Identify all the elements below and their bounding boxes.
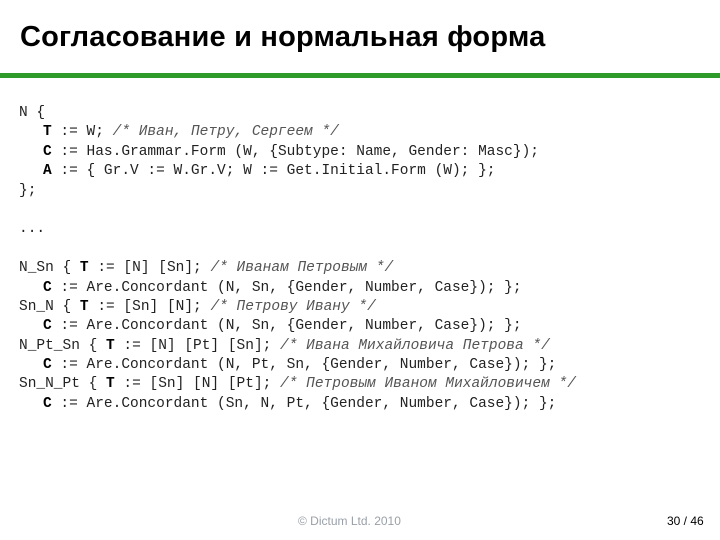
code-comment: /* Петрову Ивану */: [210, 298, 376, 315]
code-line: [19, 162, 576, 181]
code-text: := Are.Concordant (N, Pt, Sn, {Gender, Number, Case}); };: [51, 357, 557, 374]
code-keyword: T: [106, 337, 115, 354]
code-keyword: C: [43, 395, 52, 412]
code-text: N_Sn {: [19, 260, 80, 277]
code-keyword: C: [43, 143, 52, 160]
code-comment: /* Ивана Михайловича Петрова */: [280, 337, 550, 354]
code-keyword: A: [43, 163, 52, 180]
code-line: [19, 143, 576, 162]
code-blank-line: [19, 201, 576, 220]
code-line: [19, 220, 576, 239]
code-line: [19, 317, 576, 336]
code-text: := [N] [Pt] [Sn];: [114, 337, 281, 354]
code-blank-line: [19, 240, 576, 259]
code-line: [19, 298, 576, 317]
code-text: := W;: [51, 124, 113, 141]
code-line: [19, 395, 576, 414]
code-keyword: C: [43, 318, 52, 335]
code-keyword: T: [106, 376, 115, 393]
code-line: [19, 337, 576, 356]
code-keyword: T: [43, 124, 52, 141]
code-keyword: C: [43, 357, 52, 374]
code-text: N {: [19, 105, 46, 121]
code-comment: /* Иван, Петру, Сергеем */: [112, 124, 339, 141]
code-comment: /* Иванам Петровым */: [210, 260, 394, 277]
code-line: [19, 375, 576, 394]
code-line: [19, 279, 576, 298]
code-text: := { Gr.V := W.Gr.V; W := Get.Initial.Form (W); };: [51, 163, 496, 180]
code-keyword: C: [43, 279, 52, 296]
code-text: := [Sn] [N];: [88, 298, 211, 315]
code-text: Sn_N_Pt {: [19, 376, 107, 393]
code-line: [19, 259, 576, 278]
copyright-footer: © Dictum Ltd. 2010: [298, 514, 401, 528]
code-text: := Has.Grammar.Form (W, {Subtype: Name, Gender: Masc});: [51, 143, 539, 160]
code-text: ...: [19, 221, 46, 238]
code-text: N_Pt_Sn {: [19, 337, 107, 354]
code-text: };: [19, 182, 37, 199]
code-text: := Are.Concordant (N, Sn, {Gender, Number, Case}); };: [51, 318, 522, 335]
code-line: [19, 104, 576, 123]
page-number: 30 / 46: [667, 514, 704, 528]
title-underline: [0, 73, 720, 78]
code-text: := Are.Concordant (N, Sn, {Gender, Number, Case}); };: [51, 279, 522, 296]
code-line: [19, 356, 576, 375]
code-block: [19, 104, 576, 414]
code-line: [19, 182, 576, 201]
code-keyword: T: [79, 298, 89, 315]
code-text: Sn_N {: [19, 298, 80, 315]
code-keyword: T: [79, 260, 89, 277]
code-line: [19, 123, 576, 142]
slide-title: Согласование и нормальная форма: [20, 21, 546, 53]
code-text: := [N] [Sn];: [88, 260, 211, 277]
code-comment: /* Петровым Иваном Михайловичем */: [280, 376, 576, 393]
code-text: := [Sn] [N] [Pt];: [114, 376, 281, 393]
code-text: := Are.Concordant (Sn, N, Pt, {Gender, Number, Case}); };: [51, 395, 557, 412]
